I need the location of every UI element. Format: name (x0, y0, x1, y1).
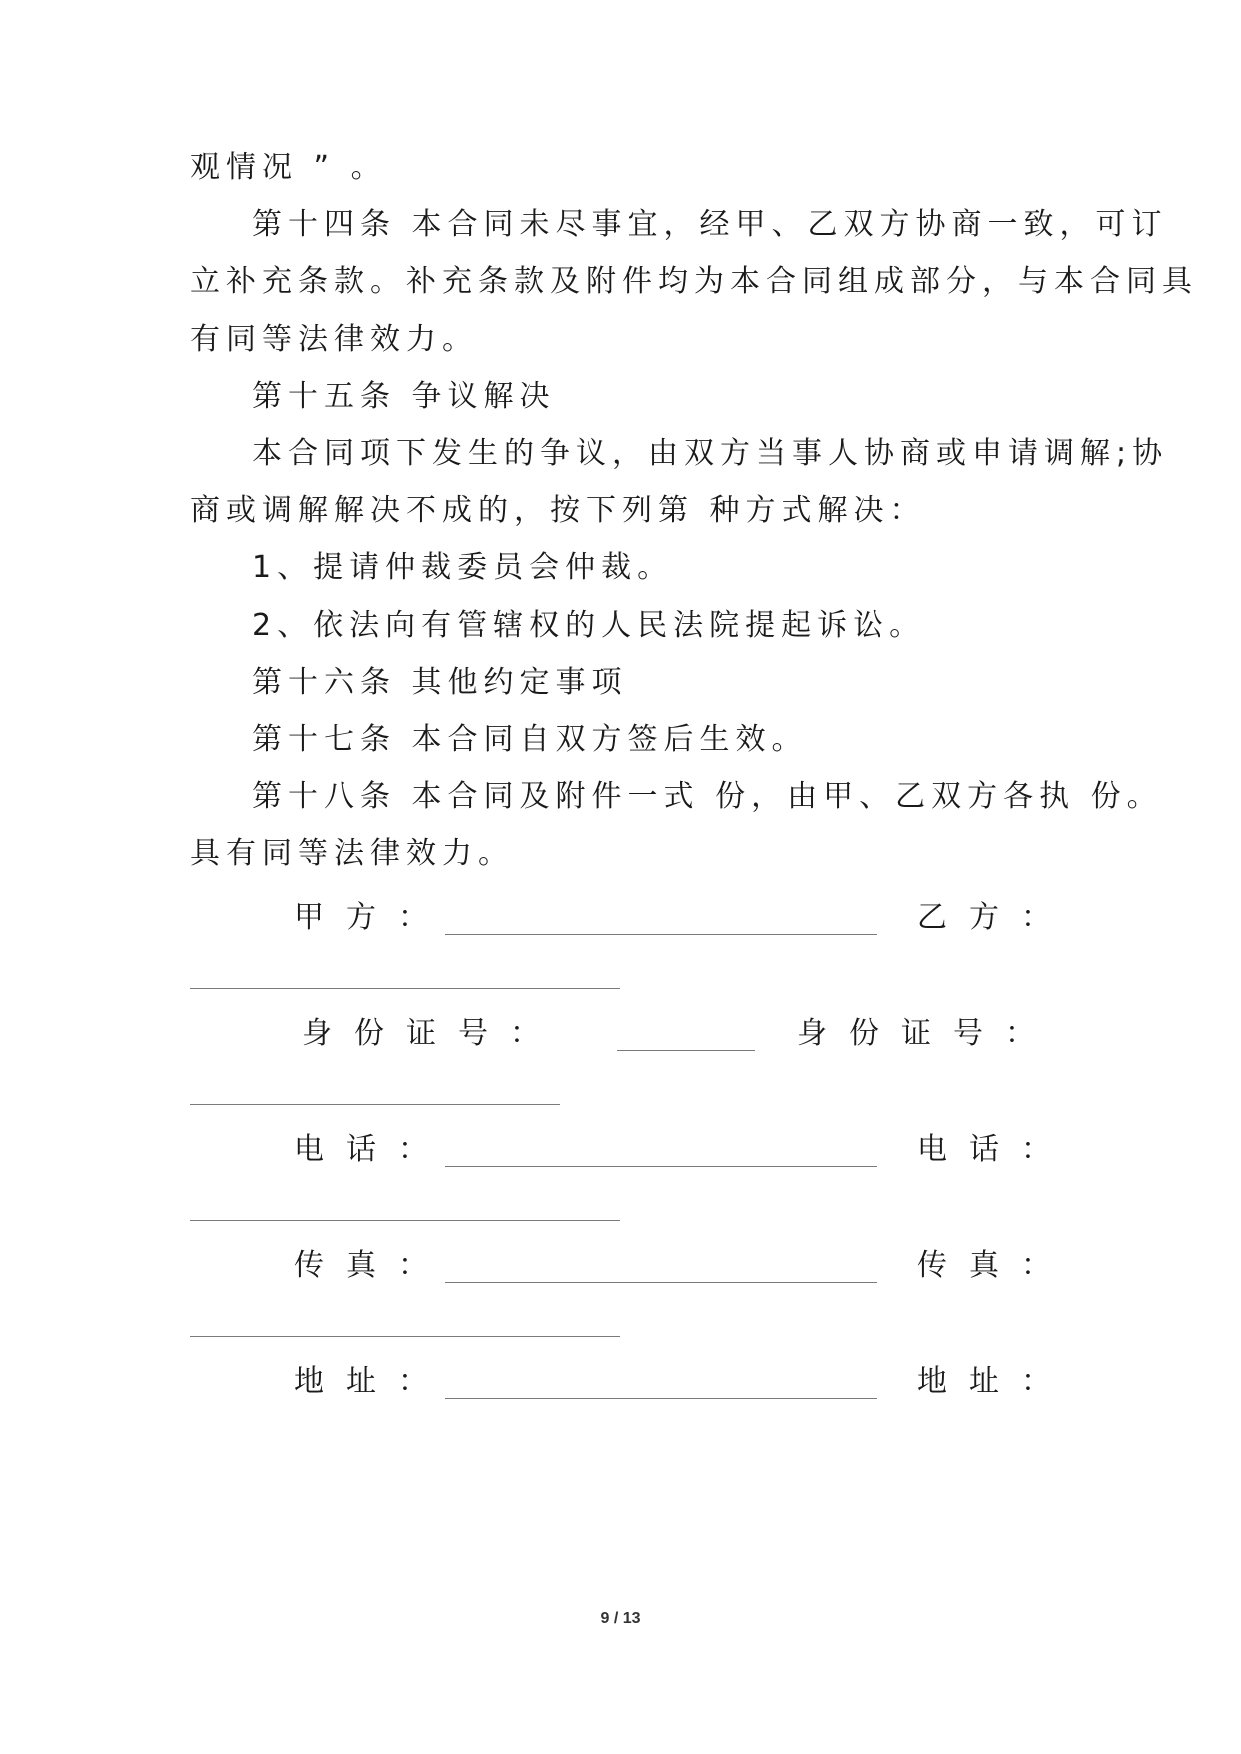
paragraph-line: 具有同等法律效力。 (190, 836, 514, 871)
list-item: 1、提请仲裁委员会仲裁。 (252, 550, 674, 585)
party-b-fax-line[interactable] (190, 1336, 620, 1337)
article-18-line: 第十八条 本合同及附件一式 份，由甲、乙双方各执 份。 (252, 779, 1163, 814)
party-a-phone-label: 电话： (294, 1132, 450, 1167)
party-b-fax-label: 传真： (917, 1248, 1073, 1283)
paragraph-line: 有同等法律效力。 (190, 322, 478, 357)
party-b-address-label: 地址： (917, 1364, 1073, 1399)
paragraph-line: 商或调解解决不成的，按下列第 种方式解决： (190, 493, 926, 528)
party-a-label: 甲方： (294, 900, 450, 935)
party-b-phone-label: 电话： (917, 1132, 1073, 1167)
party-a-phone-line[interactable] (445, 1166, 877, 1167)
article-14-line: 第十四条 本合同未尽事宜，经甲、乙双方协商一致，可订 (252, 207, 1168, 242)
paragraph-line: 观情况 ” 。 (190, 150, 387, 185)
party-a-address-line[interactable] (445, 1398, 877, 1399)
party-b-label: 乙方： (917, 900, 1073, 935)
article-17-line: 第十七条 本合同自双方签后生效。 (252, 722, 808, 757)
party-b-phone-line[interactable] (190, 1220, 620, 1221)
article-15-heading: 第十五条 争议解决 (252, 379, 556, 414)
party-a-address-label: 地址： (294, 1364, 450, 1399)
party-b-id-label: 身份证号： (797, 1016, 1057, 1051)
paragraph-line: 立补充条款。补充条款及附件均为本合同组成部分，与本合同具 (190, 264, 1198, 299)
party-a-id-line[interactable] (617, 1050, 755, 1051)
article-16-heading: 第十六条 其他约定事项 (252, 665, 628, 700)
party-a-fax-line[interactable] (445, 1282, 877, 1283)
page-number: 9 / 13 (600, 1610, 641, 1627)
paragraph-line: 本合同项下发生的争议，由双方当事人协商或申请调解;协 (252, 436, 1169, 471)
party-b-signature-line[interactable] (190, 988, 620, 989)
party-a-fax-label: 传真： (294, 1248, 450, 1283)
party-b-id-line[interactable] (190, 1104, 560, 1105)
list-item: 2、依法向有管辖权的人民法院提起诉讼。 (252, 608, 926, 643)
party-a-signature-line[interactable] (445, 934, 877, 935)
party-a-id-label: 身份证号： (302, 1016, 562, 1051)
